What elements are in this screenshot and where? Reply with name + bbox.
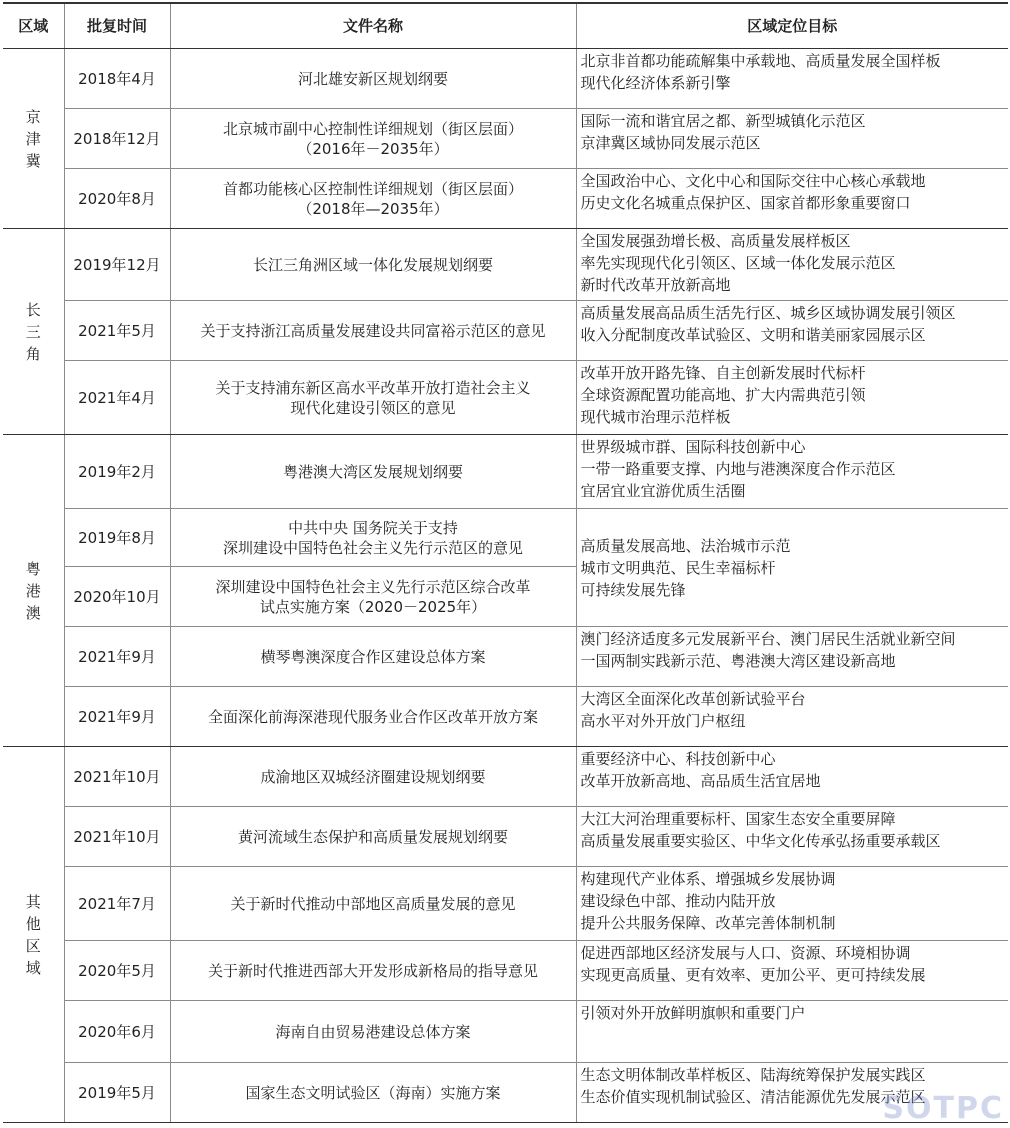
date-cell: 2020年8月 <box>64 169 170 229</box>
goals-cell <box>576 169 1008 229</box>
date-cell: 2021年10月 <box>64 807 170 867</box>
region-cell <box>3 49 64 229</box>
text-line: 大江大河治理重要标杆、国家生态安全重要屏障 <box>580 810 896 828</box>
date-cell: 2018年4月 <box>64 49 170 109</box>
text-line: 试点实施方案（2020－2025年） <box>259 597 487 616</box>
text-line: 全国发展强劲增长极、高质量发展样板区 <box>580 232 851 250</box>
table-body <box>3 49 1008 1123</box>
header-date: 批复时间 <box>64 3 170 49</box>
text-line: 构建现代产业体系、增强城乡发展协调 <box>580 870 836 888</box>
goals-cell <box>576 509 1008 627</box>
region-cell <box>3 229 64 435</box>
header-document: 文件名称 <box>170 3 576 49</box>
goals-cell <box>576 687 1008 747</box>
document-name-cell <box>170 435 576 509</box>
document-name-cell <box>170 1063 576 1123</box>
goals-cell <box>576 941 1008 1001</box>
text-line: 提升公共服务保障、改革完善体制机制 <box>580 914 836 932</box>
goals-cell <box>576 867 1008 941</box>
date-cell: 2020年5月 <box>64 941 170 1001</box>
header-region: 区域 <box>3 3 64 49</box>
text-line: 高质量发展重要实验区、中华文化传承弘扬重要承载区 <box>580 832 941 850</box>
text-line: 澳门经济适度多元发展新平台、澳门居民生活就业新空间 <box>580 630 956 648</box>
document-name-cell <box>170 229 576 301</box>
text-line: 改革开放开路先锋、自主创新发展时代标杆 <box>580 364 866 382</box>
header-goals: 区域定位目标 <box>576 3 1008 49</box>
document-name-cell <box>170 361 576 435</box>
planning-table <box>3 2 1008 1123</box>
region-label: 长三角 <box>25 300 41 363</box>
text-line: 实现更高质量、更有效率、更加公平、更可持续发展 <box>580 966 926 984</box>
text-line: 大湾区全面深化改革创新试验平台 <box>580 690 806 708</box>
table-row <box>3 109 1008 169</box>
text-line: 国家生态文明试验区（海南）实施方案 <box>245 1083 501 1102</box>
text-line: 横琴粤澳深度合作区建设总体方案 <box>260 647 486 666</box>
document-name-cell <box>170 567 576 627</box>
table-row <box>3 301 1008 361</box>
text-line: 北京非首都功能疏解集中承载地、高质量发展全国样板 <box>580 52 941 70</box>
table-row <box>3 169 1008 229</box>
table-row <box>3 687 1008 747</box>
date-cell: 2019年12月 <box>64 229 170 301</box>
text-line: 关于支持浙江高质量发展建设共同富裕示范区的意见 <box>200 321 546 340</box>
text-line: 收入分配制度改革试验区、文明和谐美丽家园展示区 <box>580 326 926 344</box>
text-line: 现代化经济体系新引擎 <box>580 74 731 92</box>
date-cell: 2020年6月 <box>64 1001 170 1063</box>
text-line: 宜居宜业宜游优质生活圈 <box>580 482 746 500</box>
table-row <box>3 627 1008 687</box>
text-line: 京津冀区域协同发展示范区 <box>580 134 761 152</box>
text-line: 现代城市治理示范样板 <box>580 408 731 426</box>
goals-cell <box>576 361 1008 435</box>
text-line: 国际一流和谐宜居之都、新型城镇化示范区 <box>580 112 866 130</box>
document-name-cell <box>170 747 576 807</box>
document-name-cell <box>170 49 576 109</box>
goals-cell <box>576 435 1008 509</box>
goals-cell <box>576 747 1008 807</box>
text-line: 中共中央 国务院关于支持 <box>288 518 458 537</box>
date-cell: 2019年2月 <box>64 435 170 509</box>
document-name-cell <box>170 169 576 229</box>
table-row <box>3 229 1008 301</box>
text-line: 高质量发展高地、法治城市示范 <box>580 537 791 555</box>
text-line: 全球资源配置功能高地、扩大内需典范引领 <box>580 386 866 404</box>
text-line: 世界级城市群、国际科技创新中心 <box>580 438 806 456</box>
text-line: 关于支持浦东新区高水平改革开放打造社会主义 <box>215 378 531 397</box>
text-line: 可持续发展先锋 <box>580 581 686 599</box>
goals-cell <box>576 229 1008 301</box>
region-label: 其他区域 <box>25 892 41 977</box>
date-cell: 2021年4月 <box>64 361 170 435</box>
table-row <box>3 867 1008 941</box>
region-cell <box>3 747 64 1123</box>
date-cell: 2021年9月 <box>64 627 170 687</box>
table-row <box>3 941 1008 1001</box>
goals-cell <box>576 109 1008 169</box>
text-line: 城市文明典范、民生幸福标杆 <box>580 559 776 577</box>
text-line: 高水平对外开放门户枢纽 <box>580 712 746 730</box>
document-name-cell <box>170 807 576 867</box>
text-line: 黄河流域生态保护和高质量发展规划纲要 <box>237 827 508 846</box>
text-line: 现代化建设引领区的意见 <box>290 398 456 417</box>
table-row <box>3 807 1008 867</box>
text-line: 促进西部地区经济发展与人口、资源、环境相协调 <box>580 944 911 962</box>
table-row <box>3 509 1008 567</box>
date-cell: 2018年12月 <box>64 109 170 169</box>
date-cell: 2020年10月 <box>64 567 170 627</box>
text-line: 改革开放新高地、高品质生活宜居地 <box>580 772 821 790</box>
text-line: 关于新时代推动中部地区高质量发展的意见 <box>230 894 516 913</box>
date-cell: 2021年5月 <box>64 301 170 361</box>
watermark: SOTPC <box>882 1091 1004 1126</box>
text-line: （2018年—2035年） <box>297 199 449 218</box>
text-line: 深圳建设中国特色社会主义先行示范区综合改革 <box>215 577 531 596</box>
text-line: （2016年－2035年） <box>297 139 449 158</box>
text-line: 引领对外开放鲜明旗帜和重要门户 <box>580 1004 806 1022</box>
goals-cell <box>576 301 1008 361</box>
date-cell: 2019年8月 <box>64 509 170 567</box>
table-row <box>3 1063 1008 1123</box>
region-label: 粤港澳 <box>25 559 41 622</box>
document-name-cell <box>170 687 576 747</box>
date-cell: 2021年10月 <box>64 747 170 807</box>
table-row <box>3 361 1008 435</box>
document-name-cell <box>170 867 576 941</box>
text-line: 关于新时代推进西部大开发形成新格局的指导意见 <box>207 961 538 980</box>
document-name-cell <box>170 1001 576 1063</box>
text-line: 全国政治中心、文化中心和国际交往中心核心承载地 <box>580 172 926 190</box>
text-line: 率先实现现代化引领区、区域一体化发展示范区 <box>580 254 896 272</box>
table-row <box>3 435 1008 509</box>
document-name-cell <box>170 109 576 169</box>
date-cell: 2021年9月 <box>64 687 170 747</box>
header-row <box>3 3 1008 49</box>
goals-cell <box>576 49 1008 109</box>
text-line: 高质量发展高品质生活先行区、城乡区域协调发展引领区 <box>580 304 956 322</box>
table-row <box>3 747 1008 807</box>
goals-cell <box>576 1001 1008 1063</box>
text-line: 海南自由贸易港建设总体方案 <box>275 1022 471 1041</box>
text-line: 生态文明体制改革样板区、陆海统筹保护发展实践区 <box>580 1066 926 1084</box>
text-line: 河北雄安新区规划纲要 <box>297 69 448 88</box>
document-name-cell <box>170 941 576 1001</box>
goals-cell <box>576 627 1008 687</box>
text-line: 深圳建设中国特色社会主义先行示范区的意见 <box>222 538 523 557</box>
region-label: 京津冀 <box>25 107 41 170</box>
document-name-cell <box>170 627 576 687</box>
text-line: 粤港澳大湾区发展规划纲要 <box>282 462 463 481</box>
text-line: 北京城市副中心控制性详细规划（街区层面） <box>222 119 523 138</box>
text-line: 一国两制实践新示范、粤港澳大湾区建设新高地 <box>580 652 896 670</box>
table-row <box>3 1001 1008 1063</box>
text-line: 新时代改革开放新高地 <box>580 276 731 294</box>
region-cell <box>3 435 64 747</box>
text-line: 历史文化名城重点保护区、国家首都形象重要窗口 <box>580 194 911 212</box>
document-name-cell <box>170 509 576 567</box>
text-line: 全面深化前海深港现代服务业合作区改革开放方案 <box>207 707 538 726</box>
text-line: 成渝地区双城经济圈建设规划纲要 <box>260 767 486 786</box>
document-name-cell <box>170 301 576 361</box>
table-row <box>3 49 1008 109</box>
text-line: 生态价值实现机制试验区、清洁能源优先发展示范区 <box>580 1088 926 1106</box>
text-line: 长江三角洲区域一体化发展规划纲要 <box>252 255 493 274</box>
goals-cell <box>576 807 1008 867</box>
text-line: 建设绿色中部、推动内陆开放 <box>580 892 776 910</box>
date-cell: 2019年5月 <box>64 1063 170 1123</box>
text-line: 首都功能核心区控制性详细规划（街区层面） <box>222 179 523 198</box>
text-line: 重要经济中心、科技创新中心 <box>580 750 776 768</box>
text-line: 一带一路重要支撑、内地与港澳深度合作示范区 <box>580 460 896 478</box>
date-cell: 2021年7月 <box>64 867 170 941</box>
